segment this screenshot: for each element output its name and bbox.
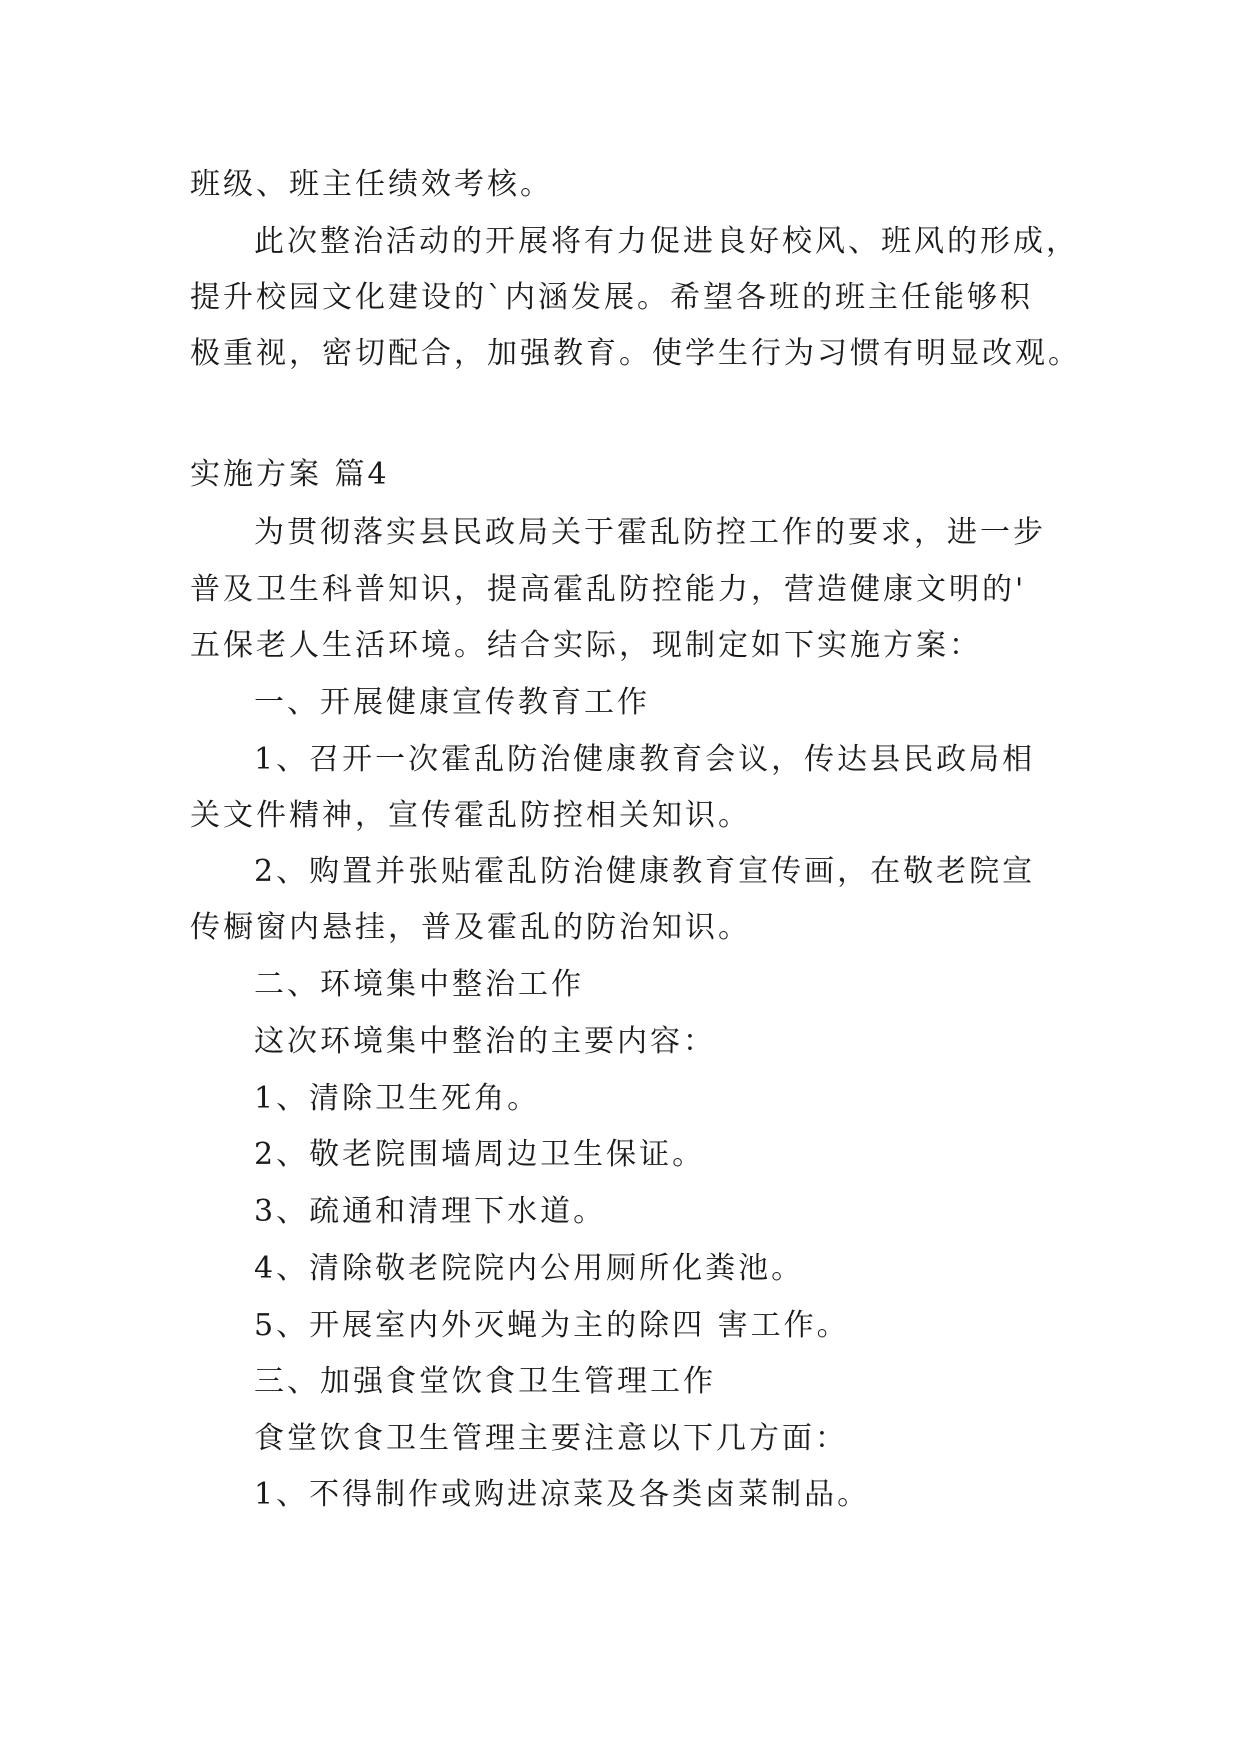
paragraph-line: 关文件精神，宣传霍乱防控相关知识。 — [190, 798, 751, 833]
list-item: 5、开展室内外灭蝇为主的除四 害工作。 — [254, 1308, 850, 1343]
paragraph-line: 极重视，密切配合，加强教育。使学生行为习惯有明显改观。 — [190, 336, 1081, 371]
paragraph-line: 这次环境集中整治的主要内容： — [254, 1024, 716, 1059]
subsection-heading: 三、加强食堂饮食卫生管理工作 — [254, 1364, 716, 1399]
paragraph-line: 此次整治活动的开展将有力促进良好校风、班风的形成， — [254, 224, 1079, 259]
list-item: 2、敬老院围墙周边卫生保证。 — [254, 1137, 706, 1172]
list-item: 1、清除卫生死角。 — [254, 1081, 541, 1116]
list-item: 4、清除敬老院院内公用厕所化粪池。 — [254, 1251, 805, 1286]
list-item: 3、疏通和清理下水道。 — [254, 1194, 607, 1229]
paragraph-line: 五保老人生活环境。结合实际，现制定如下实施方案： — [190, 628, 982, 663]
list-item: 1、不得制作或购进凉菜及各类卤菜制品。 — [254, 1477, 871, 1512]
list-item: 1、召开一次霍乱防治健康教育会议，传达县民政局相 — [254, 742, 1036, 777]
paragraph-line: 为贯彻落实县民政局关于霍乱防控工作的要求，进一步 — [254, 515, 1046, 550]
paragraph-line: 提升校园文化建设的`内涵发展。希望各班的班主任能够积 — [190, 280, 1033, 315]
list-item: 2、购置并张贴霍乱防治健康教育宣传画，在敬老院宣 — [254, 854, 1036, 889]
subsection-heading: 一、开展健康宣传教育工作 — [254, 685, 650, 720]
paragraph-line: 班级、班主任绩效考核。 — [190, 167, 553, 202]
paragraph-line: 食堂饮食卫生管理主要注意以下几方面： — [254, 1421, 848, 1456]
paragraph-line: 普及卫生科普知识，提高霍乱防控能力，营造健康文明的' — [190, 572, 1027, 607]
subsection-heading: 二、环境集中整治工作 — [254, 967, 584, 1002]
paragraph-line: 传橱窗内悬挂，普及霍乱的防治知识。 — [190, 910, 751, 945]
section-heading: 实施方案 篇4 — [190, 457, 390, 492]
